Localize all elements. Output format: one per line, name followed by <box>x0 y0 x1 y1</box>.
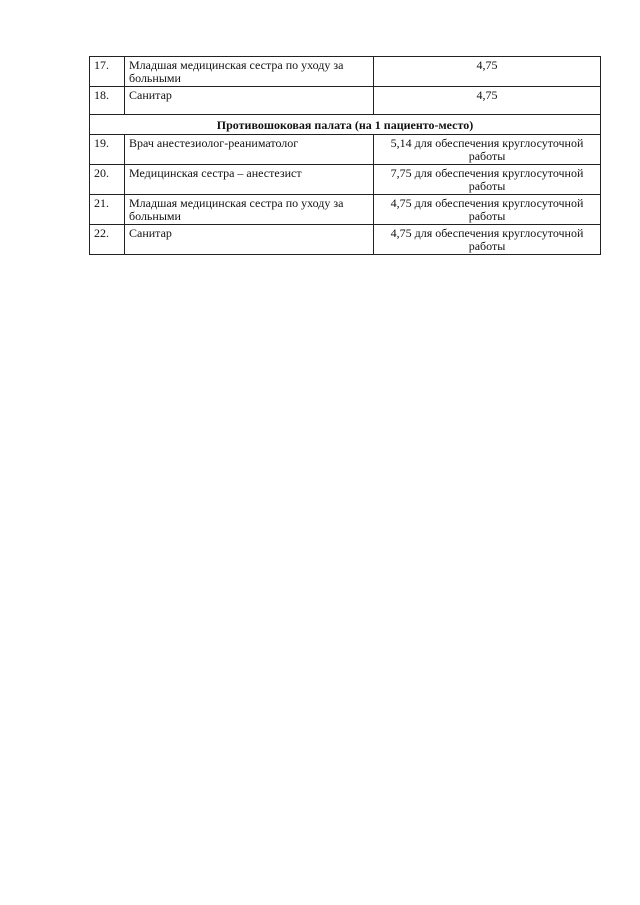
table-row <box>90 195 601 225</box>
staff-norm: 4,75 <box>374 57 601 87</box>
section-title: Противошоковая палата (на 1 пациенто-место) <box>90 115 601 135</box>
table-row <box>90 135 601 165</box>
position-name: Младшая медицинская сестра по уходу за больными <box>125 57 374 87</box>
section-header-row <box>90 115 601 135</box>
position-name: Санитар <box>125 87 374 115</box>
staff-norm: 5,14 для обеспечения круглосуточной работы <box>374 135 601 165</box>
staff-norm: 4,75 <box>374 87 601 115</box>
position-name: Санитар <box>125 225 374 255</box>
row-number: 17. <box>90 57 125 87</box>
staff-norm: 4,75 для обеспечения круглосуточной работы <box>374 225 601 255</box>
row-number: 19. <box>90 135 125 165</box>
staff-norm: 7,75 для обеспечения круглосуточной работы <box>374 165 601 195</box>
position-name: Младшая медицинская сестра по уходу за больными <box>125 195 374 225</box>
row-number: 20. <box>90 165 125 195</box>
position-name: Медицинская сестра – анестезист <box>125 165 374 195</box>
staffing-table <box>89 56 601 255</box>
table-row <box>90 87 601 115</box>
staff-norm: 4,75 для обеспечения круглосуточной работы <box>374 195 601 225</box>
table-row <box>90 225 601 255</box>
row-number: 21. <box>90 195 125 225</box>
table-row <box>90 165 601 195</box>
table-row <box>90 57 601 87</box>
row-number: 22. <box>90 225 125 255</box>
position-name: Врач анестезиолог-реаниматолог <box>125 135 374 165</box>
row-number: 18. <box>90 87 125 115</box>
